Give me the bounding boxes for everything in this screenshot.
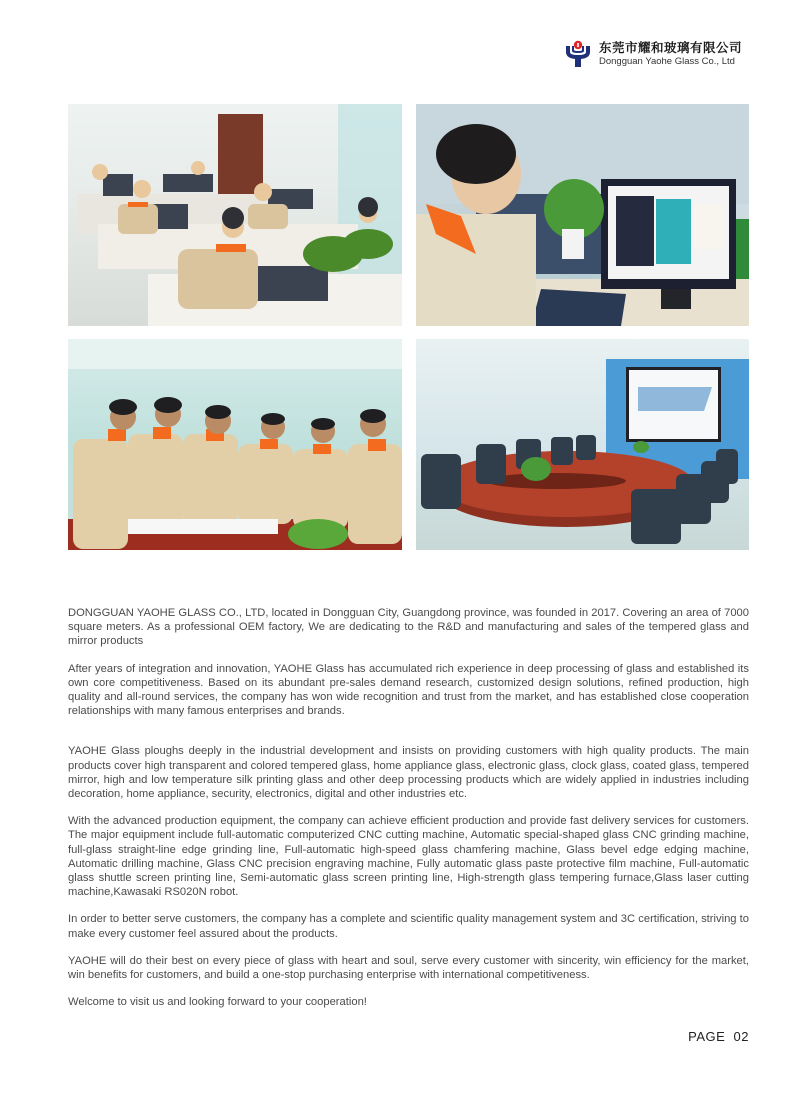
experience-paragraph: After years of integration and innovation, YAOHE Glass has accumulated rich experience in deep processing of glass and established its own core competitiveness. Based on its abundant pre-sales demand research, customized design solutions, refined production, high quality and all-round services, the company has won wide recognition and trust from the market, and has established close cooperation relationships with many famous enterprises and brands. bbox=[68, 662, 749, 718]
office-staff-photo bbox=[68, 104, 402, 326]
products-paragraph: YAOHE Glass ploughs deeply in the industrial development and insists on providing customers with high quality products. The main products cover high transparent and colored tempered glass, home appliance glass, electronic glass, clock glass, coated glass, tempered mirror, high and low temperature silk printing glass and other deep processing products which are widely applied in industries including decoration, home appliance, security, electronics, digital and other industries etc. bbox=[68, 745, 749, 801]
company-name-chinese: 东莞市耀和玻璃有限公司 bbox=[599, 39, 743, 55]
designer-at-computer-photo bbox=[416, 104, 749, 326]
equipment-paragraph: With the advanced production equipment, the company can achieve efficient production and provide fast delivery services for customers. The major equipment include full-automatic computerized CNC cutting machine, Automatic special-shaped glass CNC grinding machine, full-glass straight-line edge grinding line, Full-automatic high-speed glass chamfering machine, Glass bevel edge edging machine, Automatic drilling machine, Glass CNC precision engraving machine, Fully automatic glass paste protective film machine, Full-automatic glass shuttle screen printing line, Semi-automatic glass screen printing line, High-strength glass tempering furnace,Glass laser cutting machine,Kawasaki RS020N robot. bbox=[68, 815, 749, 899]
quality-paragraph: In order to better serve customers, the company has a complete and scientific quality management system and 3C certification, striving to make every customer feel assured about the products. bbox=[68, 913, 749, 940]
company-description bbox=[68, 606, 749, 1022]
yaohe-logo-icon bbox=[563, 40, 593, 68]
company-header bbox=[563, 40, 742, 68]
intro-paragraph: DONGGUAN YAOHE GLASS CO., LTD, located in Dongguan City, Guangdong province, was founded in 2017. Covering an area of 7000 square meters. As a professional OEM factory, We are dedicating to the R&D and manufacturing and sales of the tempered glass and mirror products bbox=[68, 607, 749, 648]
team-meeting-photo bbox=[68, 339, 402, 550]
welcome-paragraph: Welcome to visit us and looking forward to your cooperation! bbox=[68, 996, 367, 1009]
conference-room-photo bbox=[416, 339, 749, 550]
page-number: PAGE 02 bbox=[688, 1029, 749, 1044]
company-name-english: Dongguan Yaohe Glass Co., Ltd bbox=[599, 55, 735, 67]
commitment-paragraph: YAOHE will do their best on every piece of glass with heart and soul, serve every customer with sincerity, win efficiency for the market, win benefits for customers, and build a one-stop purchasing enterprise with international competitiveness. bbox=[68, 954, 749, 982]
